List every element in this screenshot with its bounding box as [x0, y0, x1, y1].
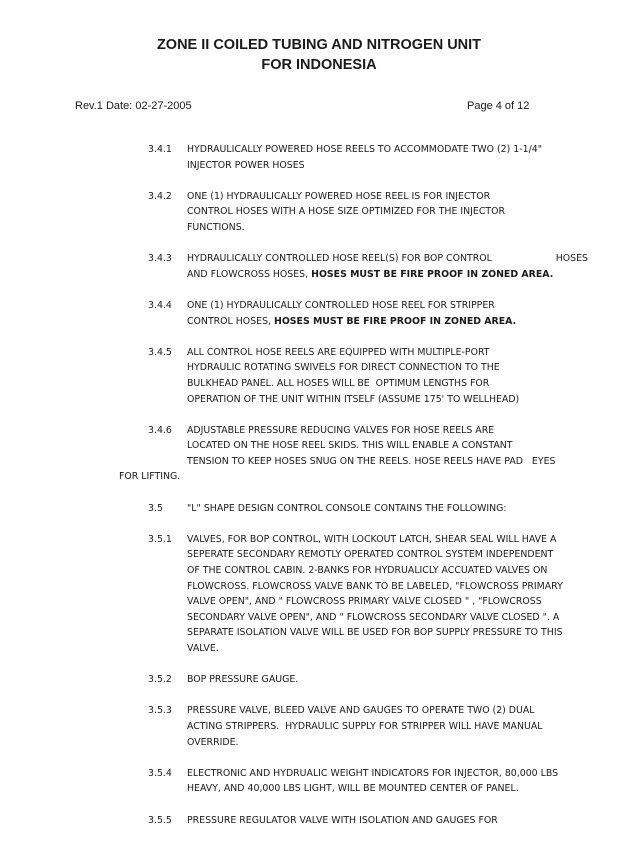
- list-item: [148, 766, 588, 797]
- item-number: 3.5.1: [148, 533, 172, 545]
- document-title-line-2: FOR INDONESIA: [261, 57, 377, 73]
- item-number: 3.5.3: [148, 705, 172, 717]
- item-number: 3.5.5: [148, 814, 172, 826]
- item-number: 3.4.5: [148, 346, 172, 358]
- item-text: ELECTRONIC AND HYDRUALIC WEIGHT INDICATORS FOR INJECTOR, 80,000 LBS HEAVY, AND 40,000 LBS LIGHT, WILL BE MOUNTED CENTER OF PANEL.: [187, 767, 559, 795]
- document-title-line-1: ZONE II COILED TUBING AND NITROGEN UNIT: [156, 37, 482, 53]
- item-text-line-1: HYDRAULICALLY CONTROLLED HOSE REEL(S) FOR BOP CONTROL: [187, 253, 492, 265]
- item-text: "L" SHAPE DESIGN CONTROL CONSOLE CONTAINS THE FOLLOWING:: [187, 502, 507, 514]
- page-number: Page 4 of 12: [467, 100, 530, 112]
- revision-date: Rev.1 Date: 02-27-2005: [75, 100, 192, 112]
- item-number: 3.4.6: [148, 424, 172, 436]
- list-item: [148, 501, 588, 517]
- item-number: 3.5.2: [148, 674, 172, 686]
- list-item: [148, 532, 588, 657]
- item-text: HYDRAULICALLY POWERED HOSE REELS TO ACCOMMODATE TWO (2) 1-1/4" INJECTOR POWER HOSES: [187, 144, 543, 171]
- item-text: [187, 251, 588, 282]
- item-number: 3.4.2: [148, 190, 172, 202]
- item-text: PRESSURE REGULATOR VALVE WITH ISOLATION AND GAUGES FOR: [187, 814, 498, 826]
- item-text: [187, 298, 588, 329]
- list-item: [148, 298, 588, 329]
- item-text-plain: ONE (1) HYDRAULICALLY CONTROLLED HOSE REEL FOR STRIPPER CONTROL HOSES,: [187, 299, 495, 327]
- item-bold-warning: HOSES MUST BE FIRE PROOF IN ZONED AREA.: [311, 268, 554, 280]
- item-text-line-2: AND FLOWCROSS HOSES,: [187, 268, 312, 280]
- item-text: PRESSURE VALVE, BLEED VALVE AND GAUGES TO OPERATE TWO (2) DUAL ACTING STRIPPERS. HYDRAULIC SUPPLY FOR STRIPPER WILL HAVE MANUAL OVERRIDE.: [187, 705, 543, 748]
- item-text: VALVES, FOR BOP CONTROL, WITH LOCKOUT LATCH, SHEAR SEAL WILL HAVE A SEPERATE SECONDARY REMOTLY OPERATED CONTROL SYSTEM INDEPENDENT OF THE CONTROL CABIN. 2-BANKS FOR HYDRUALICLY ACCUATED VALVES ON FLOWCROSS. FLOWCROSS VALVE BANK TO BE LABELED, "FLOWCROSS PRIMARY VALVE OPEN", AND " FLOWCROSS PRIMARY VALVE CLOSED " , "FLOWCROSS SECONDARY VALVE OPEN", AND " FLOWCROSS SECONDARY VALVE CLOSED ". A SEPARATE ISOLATION VALVE WILL BE USED FOR BOP SUPPLY PRESSURE TO THIS VALVE.: [187, 533, 563, 654]
- list-item: [119, 423, 588, 485]
- list-item: [148, 703, 588, 750]
- list-item: [148, 142, 588, 173]
- item-number: 3.5.4: [148, 767, 172, 779]
- item-number: 3.4.4: [148, 299, 172, 311]
- document-body: [119, 142, 588, 844]
- list-item: [148, 672, 588, 688]
- item-text: BOP PRESSURE GAUGE.: [187, 674, 299, 686]
- item-text: ALL CONTROL HOSE REELS ARE EQUIPPED WITH MULTIPLE-PORT HYDRAULIC ROTATING SWIVELS FOR DIRECT CONNECTION TO THE BULKHEAD PANEL. ALL HOSES WILL BE OPTIMUM LENGTHS FOR OPERATION OF THE UNIT WITHIN ITSELF (ASSUME 175' TO WELLHEAD): [187, 346, 520, 405]
- list-item: [148, 251, 588, 282]
- item-text: ONE (1) HYDRAULICALLY POWERED HOSE REEL IS FOR INJECTOR CONTROL HOSES WITH A HOSE SIZE OPTIMIZED FOR THE INJECTOR FUNCTIONS.: [187, 190, 506, 233]
- item-text-plain: ADJUSTABLE PRESSURE REDUCING VALVES FOR HOSE REELS ARE LOCATED ON THE HOSE REEL SKIDS. THIS WILL ENABLE A CONSTANT TENSION TO KEEP HOSES SNUG ON THE REELS. HOSE REELS HAVE PAD EYES: [187, 424, 556, 467]
- item-text-right-word: HOSES: [555, 253, 588, 265]
- item-bold-warning: HOSES MUST BE FIRE PROOF IN ZONED AREA.: [273, 315, 517, 327]
- item-number: 3.5: [148, 502, 163, 514]
- item-text-hanging-line: FOR LIFTING.: [119, 471, 181, 483]
- list-item: [148, 345, 588, 407]
- item-number: 3.4.1: [148, 144, 172, 155]
- item-number: 3.4.3: [148, 253, 172, 265]
- list-item: [148, 189, 588, 236]
